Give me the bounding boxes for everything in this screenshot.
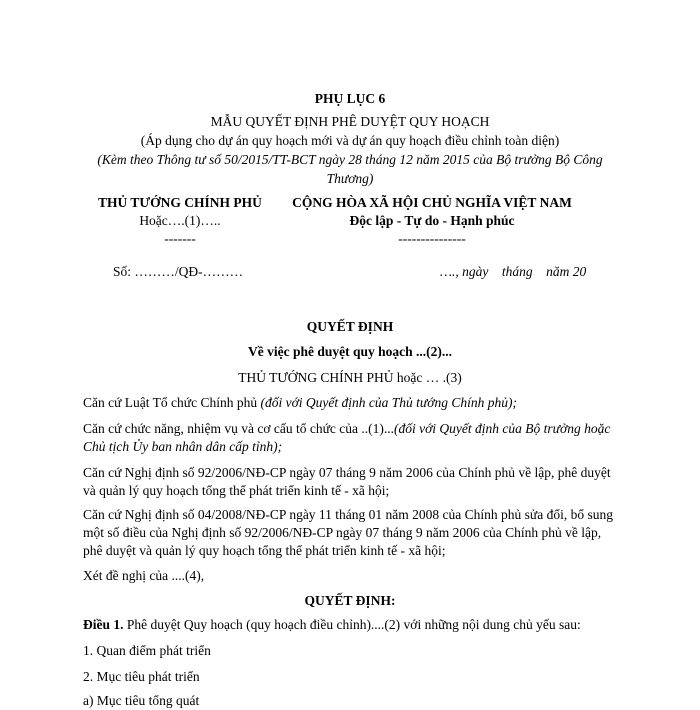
issuer-alt: Hoặc….(1)….. (139, 213, 221, 228)
form-title: MẪU QUYẾT ĐỊNH PHÊ DUYỆT QUY HOẠCH (210, 114, 490, 129)
basis-1 (83, 394, 618, 412)
basis-text: Căn cứ chức năng, nhiệm vụ và cơ cấu tổ chức của ..(1)... (83, 421, 394, 436)
basis-4 (83, 506, 618, 560)
decision-subject: Về việc phê duyệt quy hoạch ...(2)... (247, 344, 452, 359)
basis-text: Căn cứ Nghị định số 92/2006/NĐ-CP ngày 07 tháng 9 năm 2006 của Chính phủ về lập, phê duyệt và quản lý quy hoạch tổng thể phát triển kinh tế - xã hội; (83, 465, 611, 498)
article-label: Điều 1. (83, 617, 124, 632)
basis-5 (83, 567, 618, 585)
basis-note: (đối với Quyết định của Thủ tướng Chính phủ); (260, 395, 517, 410)
issuer-name: THỦ TƯỚNG CHÍNH PHỦ (98, 195, 262, 210)
decision-authority: THỦ TƯỚNG CHÍNH PHỦ hoặc … .(3) (238, 370, 462, 385)
basis-note: (đối với Quyết định của Bộ trưởng hoặc Chủ tịch Ủy ban nhân dân cấp tỉnh); (83, 421, 611, 454)
list-item: 1. Quan điểm phát triển (83, 643, 211, 658)
decides-heading: QUYẾT ĐỊNH: (304, 593, 396, 608)
issuer-divider: ------- (164, 231, 196, 246)
attached-note-line1: (Kèm theo Thông tư số 50/2015/TT-BCT ngày 28 tháng 12 năm 2015 của Bộ trưởng Bộ Công (97, 152, 603, 167)
appendix-heading: PHỤ LỤC 6 (314, 91, 386, 106)
decision-title: QUYẾT ĐỊNH (306, 319, 394, 334)
list-item: a) Mục tiêu tổng quát (83, 693, 200, 708)
nation-divider: --------------- (398, 231, 466, 246)
basis-text: Xét đề nghị của ....(4), (83, 568, 205, 583)
basis-text: Căn cứ Nghị định số 04/2008/NĐ-CP ngày 11 tháng 01 năm 2008 của Chính phủ sửa đổi, bổ sung một số điều của Nghị định số 92/2006/NĐ-CP ngày 07 tháng 9 năm 2006 của Chính phủ về lập, phê duyệt và quản lý quy hoạch tổng thể phát triển kinh tế - xã hội; (83, 507, 613, 558)
basis-3 (83, 464, 618, 500)
attached-note-line2: Thương) (326, 171, 374, 186)
basis-text: Căn cứ Luật Tổ chức Chính phủ (83, 395, 261, 410)
nation-motto: Độc lập - Tự do - Hạnh phúc (349, 213, 515, 228)
document-number: Số: ………/QĐ-……… (113, 264, 244, 279)
document-date: …., ngày tháng năm 20 (440, 264, 587, 279)
list-item: 2. Mục tiêu phát triển (83, 669, 200, 684)
basis-2 (83, 420, 618, 456)
applies-note: (Áp dụng cho dự án quy hoạch mới và dự án quy hoạch điều chỉnh toàn diện) (140, 133, 560, 148)
nation-name: CỘNG HÒA XÃ HỘI CHỦ NGHĨA VIỆT NAM (292, 195, 572, 210)
article-text: Phê duyệt Quy hoạch (quy hoạch điều chỉnh)....(2) với những nội dung chủ yếu sau: (123, 617, 581, 632)
article-1 (83, 616, 618, 634)
